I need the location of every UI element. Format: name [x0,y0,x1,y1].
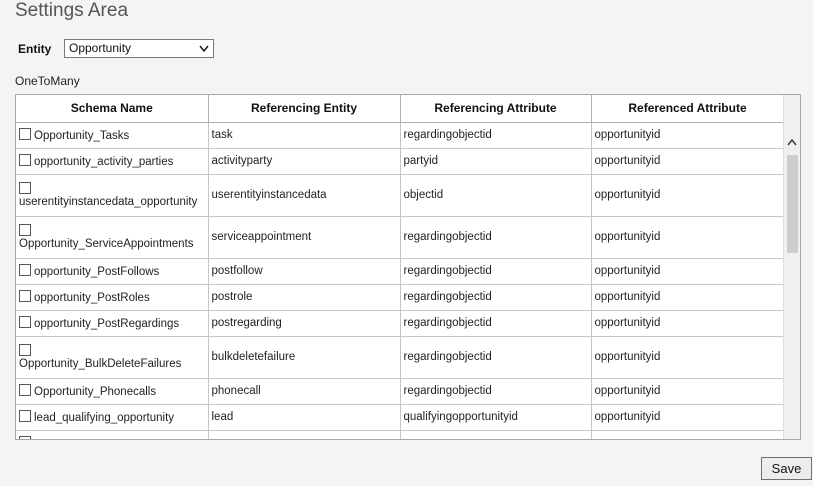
schema-name: userentityinstancedata_opportunity [19,196,198,208]
referenced-attribute-cell: opportunityid [591,336,784,378]
schema-name-cell [16,378,208,404]
column-header-referencing-entity[interactable]: Referencing Entity [208,95,400,122]
referencing-entity-cell: postrole [208,284,400,310]
schema-name-cell [16,284,208,310]
entity-select[interactable] [64,39,214,58]
chevron-down-icon [198,41,210,56]
table-row [16,310,784,336]
row-checkbox[interactable] [19,410,31,422]
relationship-table [16,95,785,440]
referencing-attribute-cell: regardingobjectid [400,336,591,378]
relationship-grid [15,94,801,440]
referenced-attribute-cell: opportunityid [591,148,784,174]
table-row [16,336,784,378]
row-checkbox[interactable] [19,182,31,194]
schema-name: opportunity_PostRegardings [34,318,180,330]
referencing-attribute-cell: objectid [400,174,591,216]
row-checkbox[interactable] [19,290,31,302]
schema-name: Opportunity_ServiceAppointments [19,238,194,250]
column-header-referencing-attribute[interactable]: Referencing Attribute [400,95,591,122]
schema-name: Opportunity_Phonecalls [34,386,157,398]
entity-label: Entity [18,42,52,56]
entity-select-value: Opportunity [69,41,132,55]
referencing-entity-cell: postregarding [208,310,400,336]
schema-name: opportunity_PostRoles [34,292,150,304]
vertical-scrollbar[interactable] [783,95,800,439]
column-header-schema-name[interactable]: Schema Name [16,95,208,122]
referencing-entity-cell: lead [208,404,400,430]
row-checkbox[interactable] [19,264,31,276]
referenced-attribute-cell: opportunityid [591,174,784,216]
schema-name-cell [16,216,208,258]
row-checkbox[interactable] [19,154,31,166]
row-checkbox[interactable] [19,224,31,236]
referencing-entity-cell: bulkdeletefailure [208,336,400,378]
referenced-attribute-cell: opportunityid [591,122,784,148]
schema-name: Opportunity_BulkDeleteFailures [19,358,182,370]
save-button[interactable]: Save [761,457,812,480]
table-row [16,404,784,430]
table-row [16,174,784,216]
page-title: Settings Area [15,0,129,21]
schema-name-cell [16,336,208,378]
referenced-attribute-cell: opportunityid [591,404,784,430]
section-label: OneToMany [15,74,80,88]
table-row [16,378,784,404]
table-row [16,284,784,310]
schema-name: opportunity_activity_parties [34,156,174,168]
referencing-attribute-cell: regardingobjectid [400,378,591,404]
referencing-attribute-cell: regardingobjectid [400,284,591,310]
table-row [16,122,784,148]
table-row [16,430,784,440]
referencing-entity-cell [208,430,400,440]
referencing-entity-cell: serviceappointment [208,216,400,258]
schema-name: Opportunity_Tasks [34,130,130,142]
row-checkbox[interactable] [19,316,31,328]
schema-name: lead_qualifying_opportunity [34,412,175,424]
referenced-attribute-cell [591,430,784,440]
table-row [16,148,784,174]
row-checkbox[interactable] [19,344,31,356]
schema-name-cell [16,430,208,440]
referenced-attribute-cell: opportunityid [591,378,784,404]
schema-name-cell [16,148,208,174]
referencing-attribute-cell: partyid [400,148,591,174]
schema-name-cell [16,122,208,148]
row-checkbox[interactable] [19,128,31,140]
table-row [16,216,784,258]
referencing-attribute-cell: qualifyingopportunityid [400,404,591,430]
referencing-attribute-cell: regardingobjectid [400,122,591,148]
referencing-attribute-cell: regardingobjectid [400,310,591,336]
column-header-referenced-attribute[interactable]: Referenced Attribute [591,95,784,122]
referencing-attribute-cell [400,430,591,440]
referenced-attribute-cell: opportunityid [591,284,784,310]
table-header-row [16,95,784,122]
referenced-attribute-cell: opportunityid [591,258,784,284]
referencing-attribute-cell: regardingobjectid [400,258,591,284]
referencing-entity-cell: task [208,122,400,148]
schema-name-cell [16,404,208,430]
table-row [16,258,784,284]
referencing-attribute-cell: regardingobjectid [400,216,591,258]
referencing-entity-cell: activityparty [208,148,400,174]
schema-name: opportunity_PostFollows [34,266,160,278]
referencing-entity-cell: userentityinstancedata [208,174,400,216]
referenced-attribute-cell: opportunityid [591,216,784,258]
row-checkbox[interactable] [19,436,31,440]
row-checkbox[interactable] [19,384,31,396]
chevron-up-icon[interactable] [786,137,798,147]
schema-name-cell [16,258,208,284]
referencing-entity-cell: postfollow [208,258,400,284]
referenced-attribute-cell: opportunityid [591,310,784,336]
scrollbar-thumb[interactable] [787,155,798,253]
schema-name-cell [16,310,208,336]
referencing-entity-cell: phonecall [208,378,400,404]
schema-name-cell [16,174,208,216]
